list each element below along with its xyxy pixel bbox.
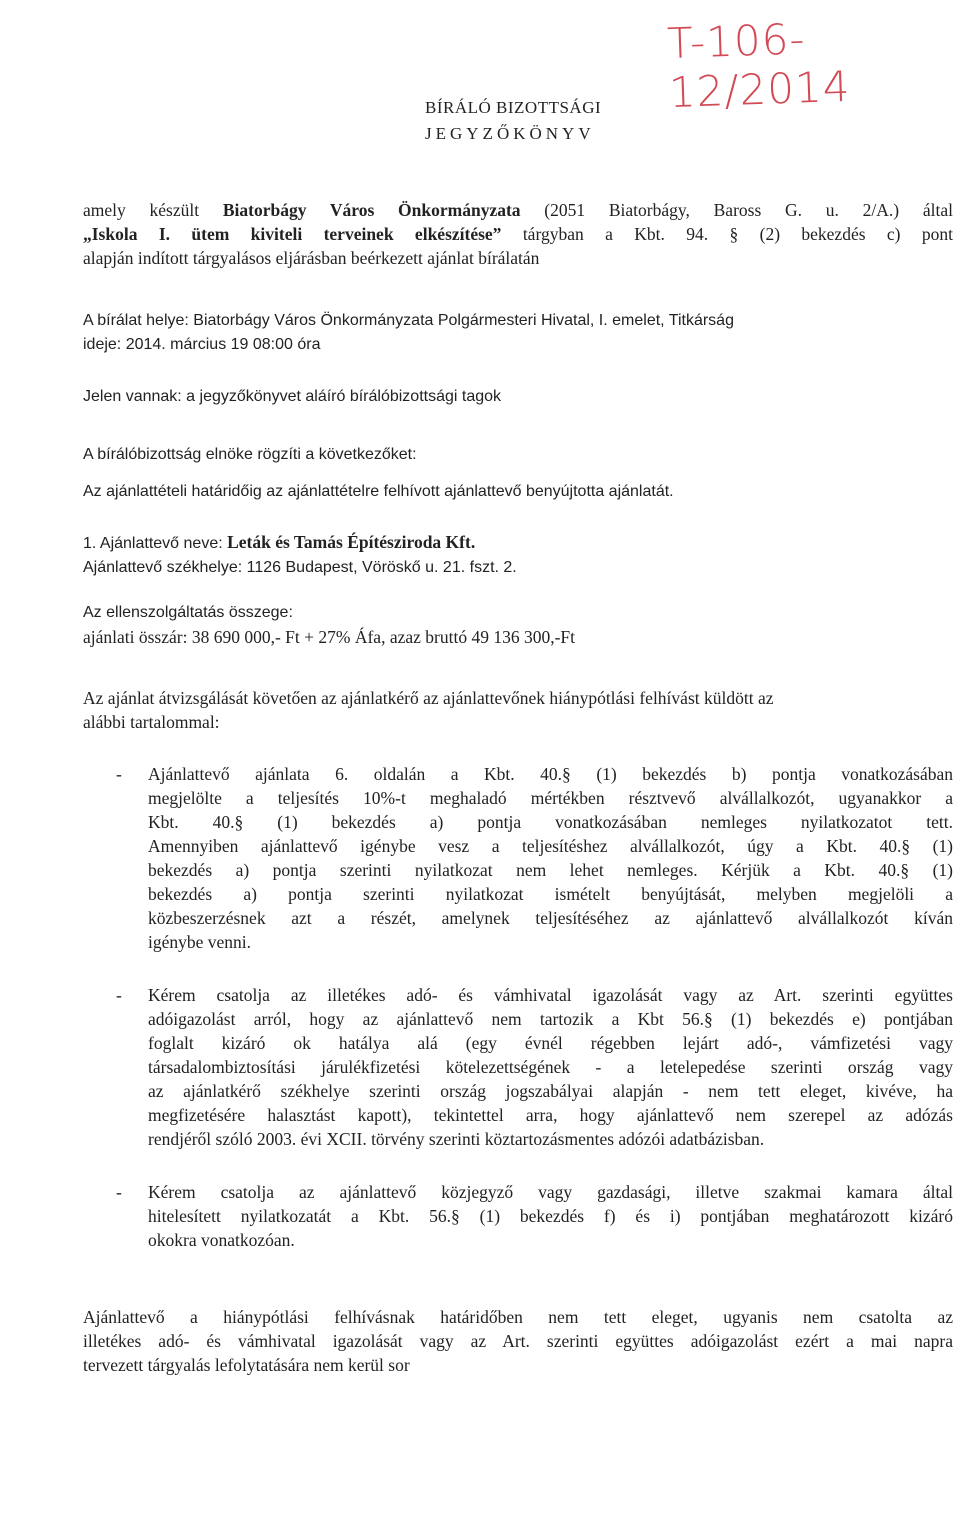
consideration-amount: ajánlati összár: 38 690 000,- Ft + 27% Áfa, azaz bruttó 49 136 300,-Ft bbox=[83, 627, 575, 647]
bidder-name-line: 1. Ajánlattevő neve: Leták és Tamás Építésziroda Kft. bbox=[83, 532, 476, 552]
list-item-line: társadalombiztosítási járulékfizetési kötelezettségének - a letelepedése szerinti ország vagy bbox=[148, 1057, 953, 1077]
list-item-line: Kérem csatolja az illetékes adó- és vámhivatal igazolását vagy az Art. szerinti együttes bbox=[148, 985, 953, 1005]
chair-statement: A bírálóbizottság elnöke rögzíti a következőket: bbox=[83, 446, 417, 463]
bidder-seat-line: Ajánlattevő székhelye: 1126 Budapest, Vöröskő u. 21. fszt. 2. bbox=[83, 559, 517, 576]
list-item-line: megfizetésére halasztást kapott), tekintettel arra, hogy ajánlattevő nem szerepel az adózás bbox=[148, 1105, 953, 1125]
handwritten-reference-number: T-106-12/2014 bbox=[666, 14, 852, 118]
list-dash: - bbox=[116, 985, 122, 1005]
submission-statement: Az ajánlattételi határidőig az ajánlattételre felhívott ajánlattevő benyújtotta ajánlatát. bbox=[83, 483, 674, 500]
list-item-line: igénybe venni. bbox=[148, 932, 252, 952]
list-item-line: adóigazolást arról, hogy az ajánlattevő nem tartozik a Kbt 56.§ (1) bekezdés e) pontjában bbox=[148, 1009, 953, 1029]
list-item-line: Kérem csatolja az ajánlattevő közjegyző vagy gazdasági, illetve szakmai kamara által bbox=[148, 1182, 953, 1202]
bidder-block bbox=[83, 530, 953, 580]
conclusion-line-3: tervezett tárgyalás lefolytatására nem kerül sor bbox=[83, 1355, 410, 1375]
present-line: Jelen vannak: a jegyzőkönyvet aláíró bírálóbizottsági tagok bbox=[83, 388, 502, 405]
location-block bbox=[83, 309, 913, 357]
list-item-line: Ajánlattevő ajánlata 6. oldalán a Kbt. 40.§ (1) bekezdés b) pontja vonatkozásában bbox=[148, 764, 953, 784]
review-line-1: Az ajánlat átvizsgálását követően az ajánlatkérő az ajánlattevőnek hiánypótlási felhívást küldött az bbox=[83, 688, 774, 708]
list-item bbox=[118, 1180, 953, 1252]
review-line-2: alábbi tartalommal: bbox=[83, 712, 220, 732]
intro-line-1: amely készült Biatorbágy Város Önkormányzata (2051 Biatorbágy, Baross G. u. 2/A.) által bbox=[83, 200, 953, 220]
conclusion-line-2: illetékes adó- és vámhivatal igazolását vagy az Art. szerinti együttes adóigazolást ezért a mai napra bbox=[83, 1331, 953, 1351]
list-item-line: foglalt kizáró ok hatálya alá (egy évnél régebben lejárt adó-, vámfizetési vagy bbox=[148, 1033, 953, 1053]
list-item bbox=[118, 983, 953, 1151]
date-line: ideje: 2014. március 19 08:00 óra bbox=[83, 336, 321, 353]
list-dash: - bbox=[116, 1182, 122, 1202]
document-title: BÍRÁLÓ BIZOTTSÁGI bbox=[425, 98, 602, 117]
location-line: A bírálat helye: Biatorbágy Város Önkormányzata Polgármesteri Hivatal, I. emelet, Titkárság bbox=[83, 312, 734, 329]
list-item-line: az ajánlatkérő székhelye szerinti ország jogszabályai alapján - nem tett eleget, kivéve, ha bbox=[148, 1081, 953, 1101]
list-item-line: Kbt. 40.§ (1) bekezdés a) pontja vonatkozásában nemleges nyilatkozatot tett. bbox=[148, 812, 953, 832]
intro-paragraph bbox=[83, 198, 953, 270]
list-item-line: bekezdés a) pontja szerinti nyilatkozat nem lehet nemleges. Kérjük a Kbt. 40.§ (1) bbox=[148, 860, 953, 880]
list-item-line: megjelölte a teljesítés 10%-t meghaladó mértékben résztvevő alvállalkozót, ugyanakkor a bbox=[148, 788, 953, 808]
list-item-line: hitelesített nyilatkozatát a Kbt. 56.§ (1) bekezdés f) és i) pontjában meghatározott kizáró bbox=[148, 1206, 953, 1226]
list-item-line: közbeszerzésnek azt a részét, amelynek teljesítéséhez az ajánlattevő alvállalkozót kíván bbox=[148, 908, 953, 928]
document-subtitle: JEGYZŐKÖNYV bbox=[425, 124, 595, 143]
review-paragraph bbox=[83, 686, 953, 734]
list-item-line: bekezdés a) pontja szerinti nyilatkozat ismételt benyújtását, melyben megjelöli a bbox=[148, 884, 953, 904]
conclusion-line-1: Ajánlattevő a hiánypótlási felhívásnak határidőben nem tett eleget, ugyanis nem csatolta az bbox=[83, 1307, 953, 1327]
consideration-block bbox=[83, 601, 953, 649]
list-item-line: Amennyiben ajánlattevő igénybe vesz a teljesítéshez alvállalkozót, úgy a Kbt. 40.§ (1) bbox=[148, 836, 953, 856]
intro-line-3: alapján indított tárgyalásos eljárásban beérkezett ajánlat bírálatán bbox=[83, 248, 540, 268]
list-dash: - bbox=[116, 764, 122, 784]
consideration-label: Az ellenszolgáltatás összege: bbox=[83, 604, 293, 621]
list-item-line: okokra vonatkozóan. bbox=[148, 1230, 295, 1250]
list-item-line: rendjéről szóló 2003. évi XCII. törvény szerinti köztartozásmentes adózói adatbázisban. bbox=[148, 1129, 765, 1149]
list-item bbox=[118, 762, 953, 954]
intro-line-2: „Iskola I. ütem kiviteli terveinek elkészítése” tárgyban a Kbt. 94. § (2) bekezdés c) pont bbox=[83, 224, 953, 244]
conclusion-paragraph bbox=[83, 1305, 953, 1377]
